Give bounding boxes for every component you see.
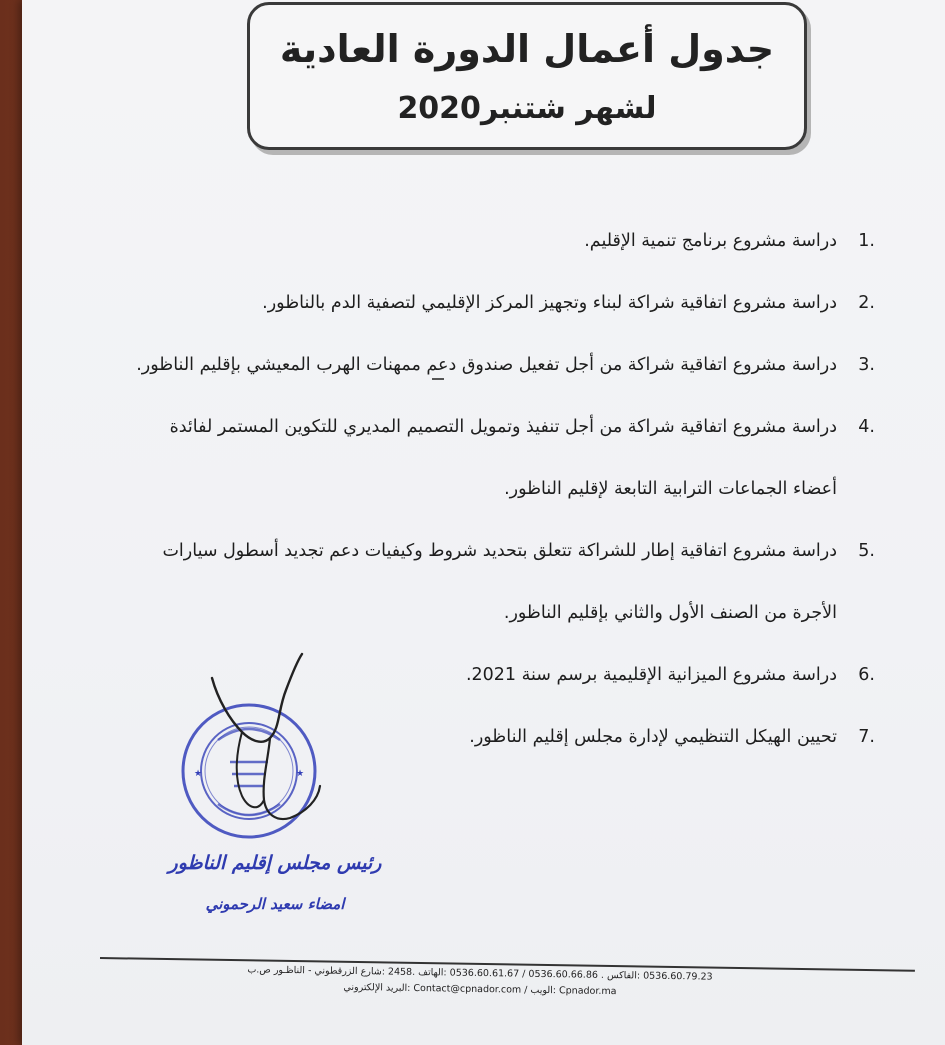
agenda-text: دراسة مشروع برنامج تنمية الإقليم. [584, 231, 837, 251]
agenda-text: دراسة مشروع الميزانية الإقليمية برسم سنة 2021. [465, 665, 837, 685]
agenda-item-2 [135, 272, 875, 334]
agenda-number: 2. [858, 293, 875, 313]
agenda-number: 1. [858, 231, 875, 251]
stray-mark [432, 378, 444, 380]
agenda-number: 7. [858, 727, 875, 747]
agenda-text: تحيين الهيكل التنظيمي لإدارة مجلس إقليم الناظور. [469, 727, 837, 747]
agenda-number: 5. [858, 541, 875, 561]
agenda-item-4 [135, 396, 875, 520]
president-title: رئيس مجلس إقليم الناظور [168, 852, 382, 874]
title-box [247, 2, 807, 150]
svg-text:★: ★ [194, 769, 203, 779]
agenda-number: 6. [858, 665, 875, 685]
page-title: جدول أعمال الدورة العادية [279, 27, 775, 71]
agenda-text: دراسة مشروع اتفاقية شراكة لبناء وتجهيز المركز الإقليمي لتصفية الدم بالناظور. [262, 293, 837, 313]
page-subtitle: لشهر شتنبر2020 [397, 91, 657, 126]
agenda-item-5 [135, 520, 875, 644]
agenda-text: دراسة مشروع اتفاقية إطار للشراكة تتعلق بتحديد شروط وكيفيات دعم تجديد أسطول سيارات الأجرة من الصنف الأول والثاني بإقليم الناظور. [162, 541, 837, 623]
agenda-text: دراسة مشروع اتفاقية شراكة من أجل تفعيل صندوق دعم ممهنات الهرب المعيشي بإقليم الناظور. [136, 355, 837, 375]
agenda-item-3 [135, 334, 875, 396]
footer-address: 0536.60.79.23 :الفاكس . 0536.60.66.86 / 0536.60.61.67 :الهاتف .2458 :شارع الزرقطوني - الناظـور ص.ب [247, 964, 713, 983]
footer-contact: Cpnador.ma :الويب / Contact@cpnador.com :البريد الإلكتروني [343, 981, 617, 998]
signature-label: امضاء سعيد الرحموني [205, 895, 345, 913]
handwritten-signature-icon [150, 650, 370, 850]
svg-text:★: ★ [296, 769, 305, 779]
agenda-number: 3. [858, 355, 875, 375]
agenda-text: دراسة مشروع اتفاقية شراكة من أجل تنفيذ وتمويل التصميم المديري للتكوين المستمر لفائدة أعضاء الجماعات الترابية التابعة لإقليم الناظور. [169, 417, 837, 499]
agenda-number: 4. [858, 417, 875, 437]
agenda-item-1 [135, 210, 875, 272]
